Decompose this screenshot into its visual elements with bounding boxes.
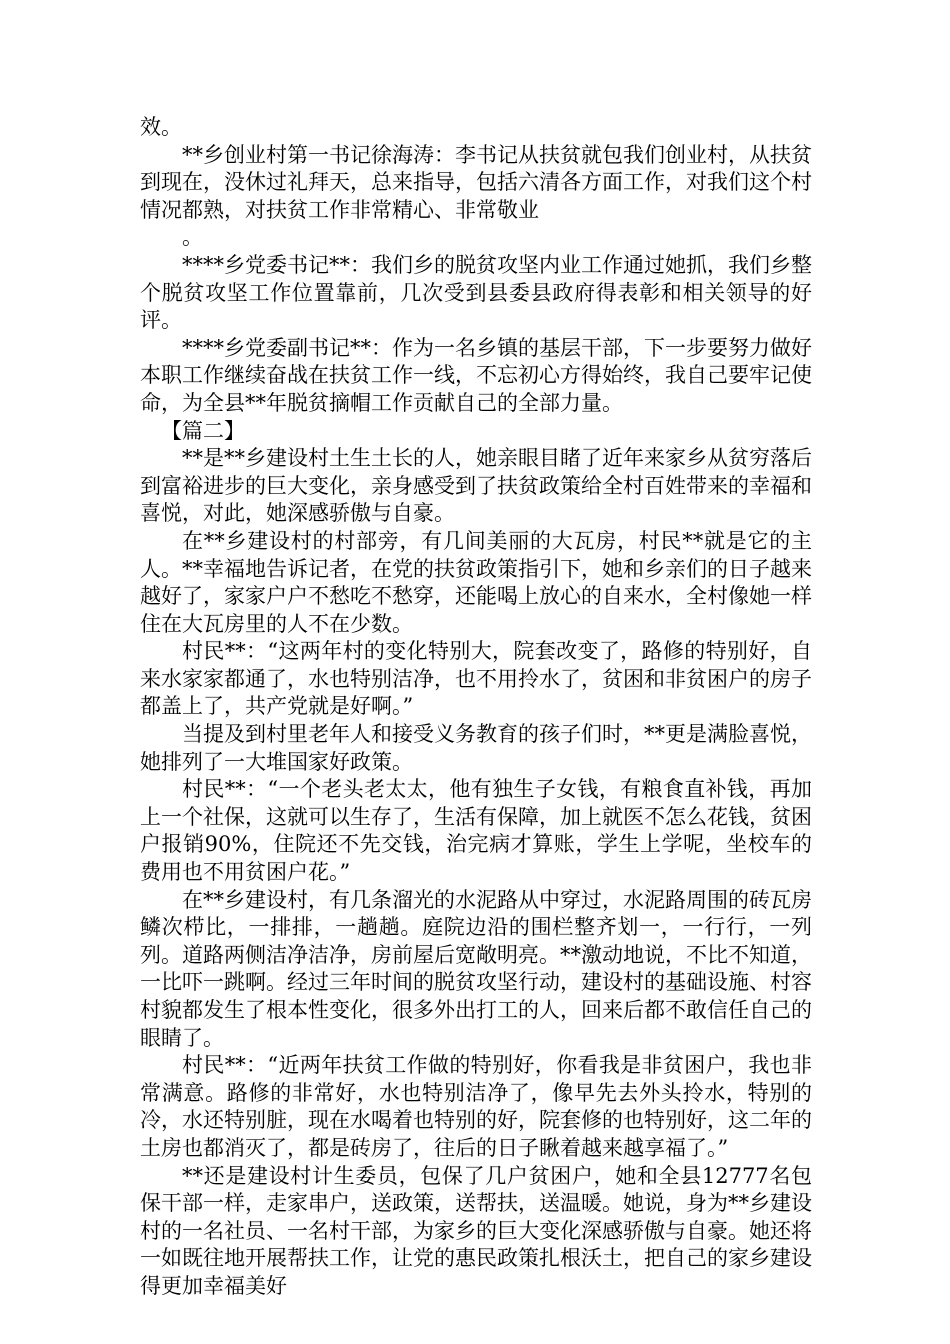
paragraph: 村民**：“一个老头老太太，他有独生子女钱，有粮食直补钱，再加上一个社保，这就可以生存了，生活有保障，加上就医不怎么花钱，贫困户报销90%，住院还不先交钱，治完病才算账，学生上学呢，坐校车的费用也不用贫困户花。” (140, 777, 812, 885)
paragraph: 村民**：“这两年村的变化特别大，院套改变了，路修的特别好，自来水家家都通了，水也特别洁净，也不用拎水了，贫困和非贫困户的房子都盖上了，共产党就是好啊。” (140, 639, 812, 719)
paragraph: **是**乡建设村土生土长的人，她亲眼目睹了近年来家乡从贫穷落后到富裕进步的巨大变化，亲身感受到了扶贫政策给全村百姓带来的幸福和喜悦，对此，她深感骄傲与自豪。 (140, 446, 812, 526)
paragraph: **乡创业村第一书记徐海涛：李书记从扶贫就包我们创业村，从扶贫到现在，没休过礼拜天，总来指导，包括六清各方面工作，对我们这个村情况都熟，对扶贫工作非常精心、非常敬业 (140, 142, 812, 222)
paragraph: 效。 (140, 115, 182, 139)
section-heading: 【篇二】 (161, 418, 245, 443)
paragraph: ****乡党委副书记**：作为一名乡镇的基层干部，下一步要努力做好本职工作继续奋战在扶贫工作一线，不忘初心方得始终，我自己要牢记使命，为全县**年脱贫摘帽工作贡献自己的全部力量。 (140, 335, 812, 415)
paragraph: 当提及到村里老年人和接受义务教育的孩子们时，**更是满脸喜悦，她排列了一大堆国家好政策。 (140, 722, 812, 774)
paragraph: **还是建设村计生委员，包保了几户贫困户，她和全县12777名包保干部一样，走家串户，送政策，送帮扶，送温暖。她说，身为**乡建设村的一名社员、一名村干部，为家乡的巨大变化深感骄傲与自豪。她还将一如既往地开展帮扶工作，让党的惠民政策扎根沃土，把自己的家乡建设得更加幸福美好 (140, 1163, 812, 1298)
paragraph: 在**乡建设村的村部旁，有几间美丽的大瓦房，村民**就是它的主人。**幸福地告诉记者，在党的扶贫政策指引下，她和乡亲们的日子越来越好了，家家户户不愁吃不愁穿，还能喝上放心的自来水，全村像她一样住在大瓦房里的人不在少数。 (140, 528, 812, 636)
paragraph: ****乡党委书记**：我们乡的脱贫攻坚内业工作通过她抓，我们乡整个脱贫攻坚工作位置靠前，几次受到县委县政府得表彰和相关领导的好评。 (140, 252, 812, 333)
paragraph: 。 (182, 225, 203, 250)
paragraph: 在**乡建设村，有几条溜光的水泥路从中穿过，水泥路周围的砖瓦房鳞次栉比，一排排，一趟趟。庭院边沿的围栏整齐划一，一行行，一列列。道路两侧洁净洁净，房前屋后宽敞明亮。**激动地说，不比不知道，一比吓一跳啊。经过三年时间的脱贫攻坚行动，建设村的基础设施、村容村貌都发生了根本性变化，很多外出打工的人，回来后都不敢信任自己的眼睛了。 (140, 887, 812, 1050)
paragraph: 村民**：“近两年扶贫工作做的特别好，你看我是非贫困户，我也非常满意。路修的非常好，水也特别洁净了，像早先去外头拎水，特别的冷，水还特别脏，现在水喝着也特别的好，院套修的也特别好，这二年的土房也都消灭了，都是砖房了，往后的日子瞅着越来越享福了。” (140, 1053, 812, 1160)
document-page (140, 114, 812, 1301)
